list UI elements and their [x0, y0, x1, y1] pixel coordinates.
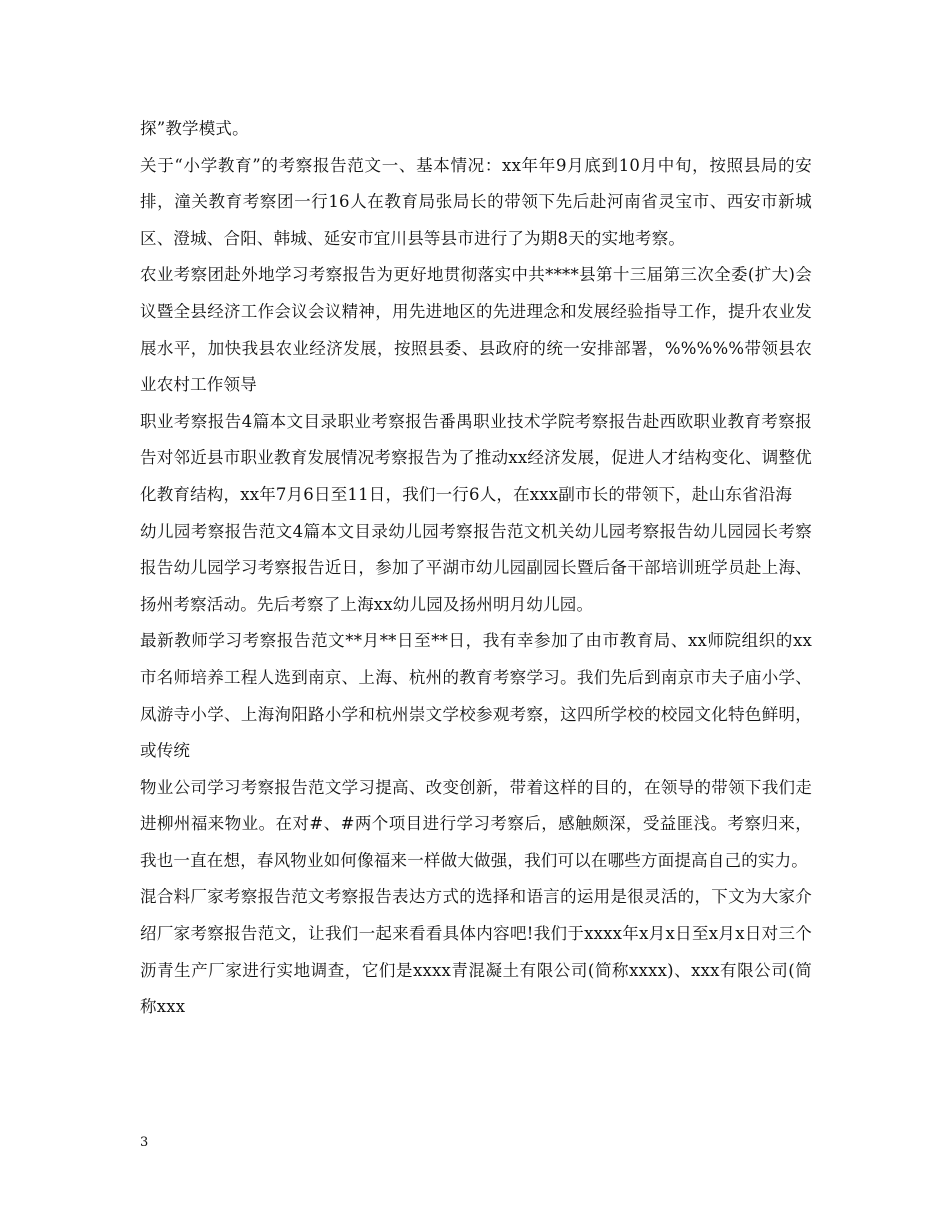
paragraph-kindergarten-report: 幼儿园考察报告范文4篇本文目录幼儿园考察报告范文机关幼儿园考察报告幼儿园园长考察报告幼儿园学习考察报告近日，参加了平湖市幼儿园副园长暨后备干部培训班学员赴上海、扬州考察活动。先后考察了上海xx幼儿园及扬州明月幼儿园。	[140, 521, 812, 614]
document-body	[140, 111, 812, 1026]
paragraph-teacher-report: 最新教师学习考察报告范文**月**日至**日，我有幸参加了由市教育局、xx师院组织的xx市名师培养工程人选到南京、上海、杭州的教育考察学习。我们先后到南京市夫子庙小学、凤游寺小学、上海洵阳路小学和杭州崇文学校参观考察，这四所学校的校园文化特色鲜明，或传统	[140, 631, 812, 761]
paragraph-continuation: 探”教学模式。	[140, 119, 249, 138]
paragraph-property-report: 物业公司学习考察报告范文学习提高、改变创新，带着这样的目的，在领导的带领下我们走进柳州福来物业。在对#、#两个项目进行学习考察后，感触颇深，受益匪浅。考察归来，我也一直在想，春风物业如何像福来一样做大做强，我们可以在哪些方面提高自己的实力。	[140, 777, 812, 870]
paragraph-vocational-report: 职业考察报告4篇本文目录职业考察报告番禺职业技术学院考察报告赴西欧职业教育考察报告对邻近县市职业教育发展情况考察报告为了推动xx经济发展，促进人才结构变化、调整优化教育结构，xx年7月6日至11日，我们一行6人，在xxx副市长的带领下，赴山东省沿海	[140, 411, 812, 504]
page-number: 3	[140, 1135, 149, 1150]
paragraph-primary-education-report: 关于“小学教育”的考察报告范文一、基本情况：xx年年9月底到10月中旬，按照县局的安排，潼关教育考察团一行16人在教育局张局长的带领下先后赴河南省灵宝市、西安市新城区、澄城、合阳、韩城、延安市宜川县等县市进行了为期8天的实地考察。	[140, 155, 812, 248]
paragraph-factory-report: 混合料厂家考察报告范文考察报告表达方式的选择和语言的运用是很灵活的，下文为大家介绍厂家考察报告范文，让我们一起来看看具体内容吧!我们于xxxx年x月x日至x月x日对三个沥青生产厂家进行实地调查，它们是xxxx青混凝土有限公司(简称xxxx)、xxx有限公司(简称xxx	[140, 887, 812, 1017]
paragraph-agriculture-report: 农业考察团赴外地学习考察报告为更好地贯彻落实中共****县第十三届第三次全委(扩大)会议暨全县经济工作会议会议精神，用先进地区的先进理念和发展经验指导工作，提升农业发展水平，加快我县农业经济发展，按照县委、县政府的统一安排部署，%%%%%带领县农业农村工作领导	[140, 265, 812, 395]
